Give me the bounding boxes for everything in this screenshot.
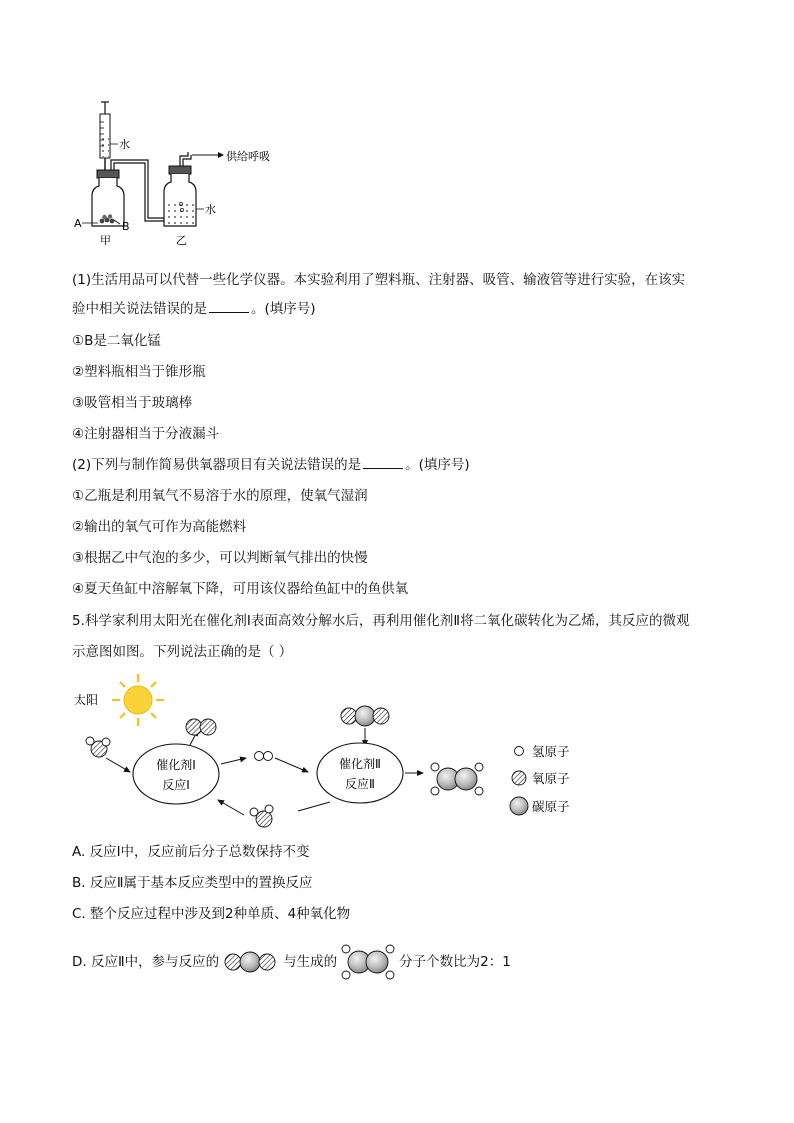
label-b: B — [122, 220, 130, 233]
q1-line2-before: 验中相关说法错误的是 — [72, 301, 207, 317]
q5-line1: 5.科学家利用太阳光在催化剂Ⅰ表面高效分解水后，再利用催化剂Ⅱ将二氧化碳转化为乙烯，其反应的微观 — [72, 613, 690, 629]
sun-icon — [112, 674, 164, 726]
q1-option-4: ④注射器相当于分液漏斗 — [72, 426, 220, 442]
hydrogen-atom-icon — [515, 747, 524, 756]
water-molecule-input — [86, 737, 110, 757]
legend-carbon: 碳原子 — [532, 799, 570, 814]
label-a: A — [74, 217, 82, 230]
catalyst-1-ellipse — [133, 744, 219, 804]
q1-option-3: ③吸管相当于玻璃棒 — [72, 395, 193, 411]
answer-d-middle: 与生成的 — [283, 954, 338, 970]
q2-line-before: (2)下列与制作简易供氧器项目有关说法错误的是 — [72, 457, 362, 473]
co2-molecule-icon — [221, 949, 281, 975]
syringe — [100, 102, 118, 172]
answer-b: B. 反应Ⅱ属于基本反应类型中的置换反应 — [72, 875, 313, 891]
q2-option-2: ②输出的氧气可作为高能燃料 — [72, 519, 247, 535]
catalyst-2-ellipse — [317, 743, 403, 803]
q2-answer-blank — [363, 456, 403, 469]
catalyst-1-label: 催化剂Ⅰ — [156, 758, 196, 772]
bottle-jia — [82, 170, 124, 226]
sun-label: 太阳 — [74, 693, 99, 707]
hydrogen-molecule — [255, 752, 273, 761]
answer-d-after: 分子个数比为2：1 — [399, 954, 511, 970]
q2-option-3: ③根据乙中气泡的多少，可以判断氧气排出的快慢 — [72, 550, 368, 566]
legend-hydrogen: 氢原子 — [532, 744, 570, 759]
q1-answer-blank — [209, 300, 249, 313]
q1-line2 — [72, 300, 316, 318]
answer-a: A. 反应Ⅰ中，反应前后分子总数保持不变 — [72, 844, 310, 860]
reaction-1-label: 反应Ⅰ — [162, 778, 190, 792]
carbon-atom-icon — [510, 797, 528, 815]
answer-d-before: D. 反应Ⅱ中，参与反应的 — [72, 954, 220, 970]
q1-line2-after: 。(填序号) — [251, 301, 316, 317]
ethylene-molecule — [431, 763, 483, 795]
water-label-bottle: 水 — [205, 203, 216, 216]
catalyst-2-label: 催化剂Ⅱ — [339, 757, 381, 771]
q2-line-after: 。(填序号) — [405, 457, 470, 473]
supply-label: 供给呼吸 — [226, 150, 270, 163]
answer-c: C. 整个反应过程中涉及到2种单质、4种氧化物 — [72, 906, 351, 922]
water-label-syringe: 水 — [119, 138, 130, 151]
reaction-diagram — [68, 670, 628, 840]
label-jia: 甲 — [100, 234, 111, 247]
legend-oxygen: 氧原子 — [532, 771, 570, 786]
q2-option-1: ①乙瓶是利用氧气不易溶于水的原理，使氧气湿润 — [72, 488, 368, 504]
q2-option-4: ④夏天鱼缸中溶解氧下降，可用该仪器给鱼缸中的鱼供氧 — [72, 581, 409, 597]
answer-d — [72, 942, 511, 982]
q1-option-1: ①B是二氧化锰 — [72, 333, 161, 349]
label-yi: 乙 — [176, 234, 187, 247]
reaction-2-label: 反应Ⅱ — [345, 777, 375, 791]
oxygen-atom-icon — [512, 771, 526, 785]
q5-line2: 示意图如图。下列说法正确的是（ ） — [72, 644, 293, 660]
carbon-dioxide-molecule — [341, 706, 389, 726]
q1-line1: (1)生活用品可以代替一些化学仪器。本实验利用了塑料瓶、注射器、吸管、输液管等进行实验，在该实 — [72, 272, 686, 288]
oxygen-molecule — [186, 719, 216, 735]
q1-option-2: ②塑料瓶相当于锥形瓶 — [72, 364, 206, 380]
apparatus-figure — [70, 100, 330, 250]
legend — [510, 744, 570, 815]
q2-line — [72, 456, 470, 474]
water-molecule-recycle — [250, 805, 273, 827]
ethylene-molecule-icon — [339, 942, 397, 982]
